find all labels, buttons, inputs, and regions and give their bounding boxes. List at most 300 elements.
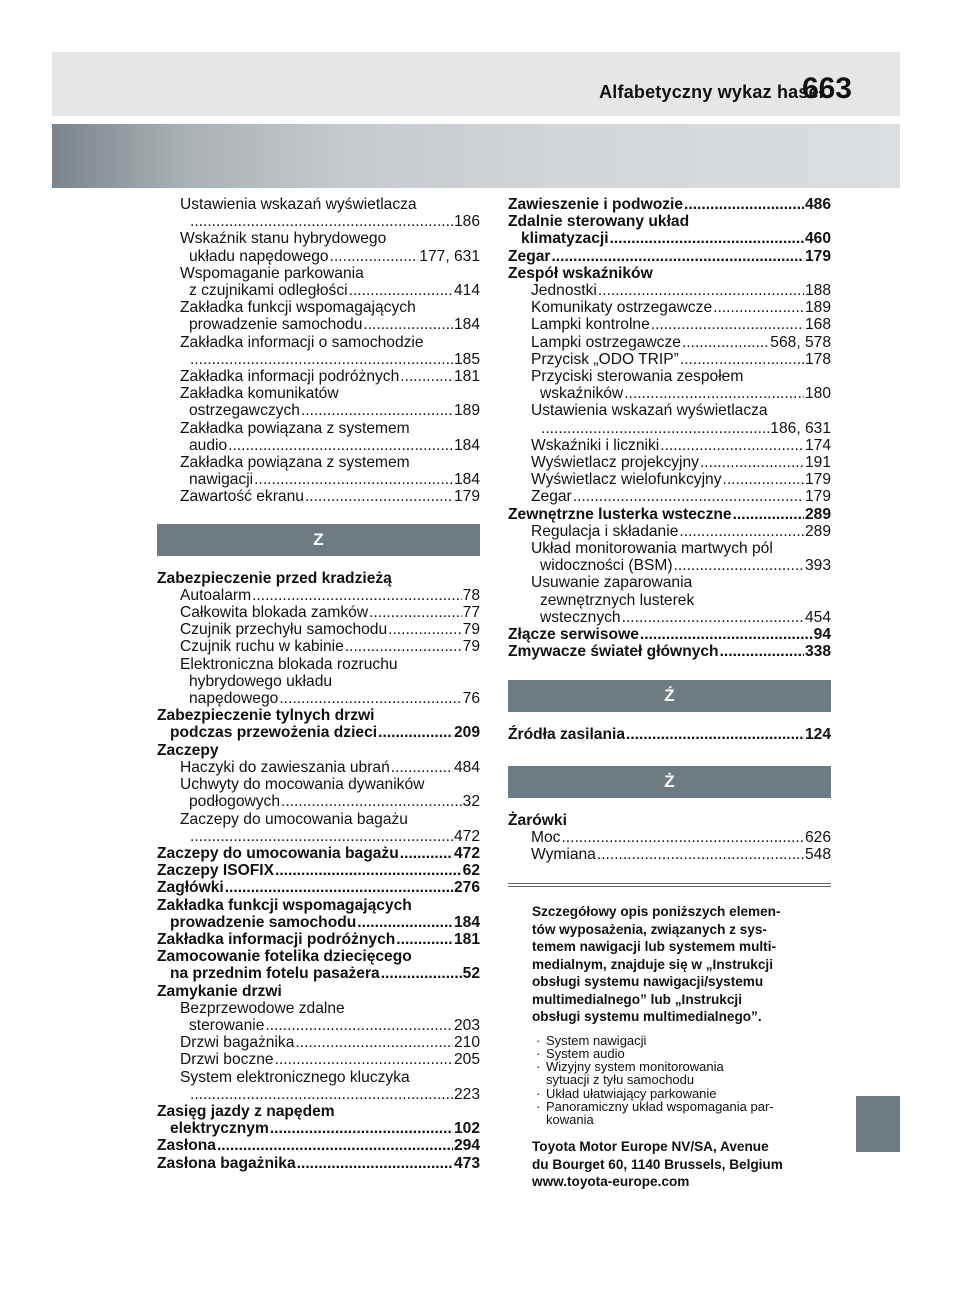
index-entry	[157, 811, 480, 828]
note-bullet-text: kowania	[546, 1112, 594, 1128]
index-entry-text: Zakładka informacji podróżnych	[180, 368, 400, 386]
index-entry-text: Zakładka informacji o samochodzie	[180, 333, 424, 351]
index-entry	[157, 587, 480, 604]
index-leader-dots	[622, 609, 804, 626]
index-entry	[508, 506, 831, 523]
publisher-line: www.toyota-europe.com	[532, 1174, 690, 1190]
index-entry-text: Lampki kontrolne	[531, 316, 650, 334]
index-entry	[157, 437, 480, 454]
index-entry-text: Drzwi boczne	[180, 1051, 274, 1069]
index-entry-text: Żarówki	[508, 811, 567, 829]
index-entry	[508, 726, 831, 743]
index-leader-dots	[388, 621, 461, 638]
index-entry	[157, 488, 480, 505]
index-leader-dots	[720, 643, 804, 660]
index-leader-dots	[252, 587, 462, 604]
index-entry-text: Zegar	[508, 247, 551, 265]
index-entry-page: 186	[453, 213, 480, 231]
index-entry-text: podczas przewożenia dzieci	[170, 724, 378, 742]
index-entry-text: Wspomaganie parkowania	[180, 264, 364, 282]
index-entry-text: Zawartość ekranu	[180, 488, 304, 506]
index-entry-text: Zasłona	[157, 1137, 216, 1155]
index-entry	[508, 812, 831, 829]
index-entry-text: Zegar	[531, 488, 572, 506]
index-entry-page: 179	[804, 247, 831, 265]
bullet-icon: ·	[536, 1098, 541, 1114]
index-leader-dots	[381, 965, 462, 982]
index-entry	[157, 248, 480, 265]
index-entry-text: ostrzegawczych	[189, 402, 300, 420]
index-leader-dots	[270, 1120, 453, 1137]
index-entry-page: 181	[453, 368, 480, 386]
index-leader-dots	[190, 1086, 453, 1103]
index-entry-text: Zaczepy	[157, 741, 219, 759]
index-entry	[157, 368, 480, 385]
index-entry-text: Zaczepy ISOFIX	[157, 862, 274, 880]
index-entry	[157, 690, 480, 707]
index-entry	[157, 1137, 480, 1154]
index-entry-text: Zawieszenie i podwozie	[508, 196, 684, 213]
index-leader-dots	[378, 724, 453, 741]
note-line: tów wyposażenia, związanych z sys-	[532, 921, 767, 937]
index-entry	[157, 265, 480, 282]
index-entry-text: na przednim fotelu pasażera	[170, 965, 380, 983]
note-divider	[508, 883, 831, 887]
index-entry-page: 189	[804, 299, 831, 317]
index-entry-page: 76	[462, 690, 480, 708]
index-leader-dots	[369, 604, 462, 621]
index-leader-dots	[700, 454, 804, 471]
index-leader-dots	[561, 829, 804, 846]
note-bullet-item	[536, 1100, 831, 1126]
index-leader-dots	[679, 523, 804, 540]
index-column-left	[157, 196, 480, 1172]
note-line: obsługi systemu multimedialnego”.	[532, 1009, 762, 1025]
index-leader-dots	[680, 351, 804, 368]
index-entry-text: Układ monitorowania martwych pól	[531, 540, 773, 558]
index-entry	[157, 638, 480, 655]
index-entry-page: 168	[804, 316, 831, 334]
index-entry	[508, 248, 831, 265]
index-entry	[157, 931, 480, 948]
index-entry	[157, 1155, 480, 1172]
index-entry-text: Zabezpieczenie przed kradzieżą	[157, 569, 392, 587]
index-entry	[508, 437, 831, 454]
index-leader-dots	[190, 213, 453, 230]
note-line: medialnym, znajduje się w „Instrukcji	[532, 956, 773, 972]
index-leader-dots	[330, 248, 419, 265]
index-entry-text: Jednostki	[531, 282, 597, 300]
index-leader-dots	[551, 248, 804, 265]
index-entry-text: Zaczepy do umocowania bagażu	[180, 810, 408, 828]
publisher-info	[508, 1138, 831, 1191]
index-entry	[157, 845, 480, 862]
section-header-z-acute: Ź	[508, 680, 831, 712]
index-leader-dots	[363, 316, 453, 333]
index-entry	[508, 196, 831, 213]
note-paragraph	[508, 903, 831, 1026]
index-entry	[157, 604, 480, 621]
index-entry-page: 179	[453, 488, 480, 506]
index-entry-page: 203	[453, 1016, 480, 1034]
index-entry-text: Zakładka funkcji wspomagających	[180, 299, 416, 317]
index-entry-text: Drzwi bagażnika	[180, 1034, 295, 1052]
publisher-line: Toyota Motor Europe NV/SA, Avenue	[532, 1139, 769, 1155]
index-entry	[508, 557, 831, 574]
index-entry	[508, 420, 831, 437]
index-entry-text: Wyświetlacz wielofunkcyjny	[531, 471, 722, 489]
index-entry	[157, 351, 480, 368]
index-entry	[157, 1103, 480, 1120]
index-entry-text: Wyświetlacz projekcyjny	[531, 454, 699, 472]
index-entry	[508, 316, 831, 333]
index-entry-page: 276	[453, 879, 480, 897]
index-entry	[157, 385, 480, 402]
index-entry-page: 454	[804, 608, 831, 626]
index-leader-dots	[345, 638, 462, 655]
index-entry-page: 210	[453, 1034, 480, 1052]
note-bullet-list	[508, 1034, 831, 1126]
index-entry	[157, 316, 480, 333]
index-entry-text: Całkowita blokada zamków	[180, 604, 369, 622]
index-leader-dots	[733, 506, 804, 523]
index-entry-page: 484	[453, 758, 480, 776]
page-number: 663	[801, 72, 852, 105]
index-entry	[157, 983, 480, 1000]
index-list	[508, 196, 831, 660]
index-entry	[508, 385, 831, 402]
index-entry-text: Zakładka powiązana z systemem	[180, 419, 410, 437]
index-entry	[508, 643, 831, 660]
index-entry-text: Wymiana	[531, 846, 596, 864]
index-entry-page: 185	[453, 350, 480, 368]
index-entry	[157, 724, 480, 741]
index-entry-text: prowadzenie samochodu	[170, 913, 357, 931]
index-entry-text: widoczności (BSM)	[540, 557, 673, 575]
index-entry	[157, 196, 480, 213]
index-entry-page: 209	[453, 724, 480, 742]
note-bullet-text: System nawigacji	[546, 1032, 647, 1048]
index-entry-page: 79	[462, 638, 480, 656]
index-entry-text: Zamykanie drzwi	[157, 982, 282, 1000]
index-leader-dots	[624, 385, 804, 402]
index-entry	[157, 914, 480, 931]
index-entry-page: 32	[462, 793, 480, 811]
index-leader-dots	[626, 726, 804, 743]
index-entry-page: 472	[453, 844, 480, 862]
index-leader-dots	[281, 793, 462, 810]
index-entry-text: Zamocowanie fotelika dziecięcego	[157, 948, 412, 966]
index-entry	[157, 230, 480, 247]
section-header-z: Z	[157, 524, 480, 556]
note-line: Szczegółowy opis poniższych elemen-	[532, 904, 781, 920]
bullet-icon: ·	[536, 1046, 541, 1061]
index-entry	[508, 402, 831, 419]
section-side-tab	[856, 1096, 900, 1152]
index-entry-page: 181	[453, 930, 480, 948]
index-entry-text: z czujnikami odległości	[189, 282, 348, 300]
index-entry	[157, 471, 480, 488]
index-entry	[508, 282, 831, 299]
index-column-right	[508, 196, 831, 1191]
index-entry-text: Ustawienia wskazań wyświetlacza	[180, 196, 417, 213]
index-leader-dots	[660, 437, 804, 454]
index-entry-text: Komunikaty ostrzegawcze	[531, 299, 713, 317]
index-entry-text: prowadzenie samochodu	[189, 316, 363, 334]
index-leader-dots	[297, 1155, 453, 1172]
index-entry-text: Zespół wskaźników	[508, 264, 653, 282]
index-leader-dots	[684, 196, 804, 213]
index-entry-page: 179	[804, 488, 831, 506]
index-entry-text: sterowanie	[189, 1016, 265, 1034]
index-entry	[508, 574, 831, 591]
index-entry-page: 180	[804, 385, 831, 403]
index-entry-text: Haczyki do zawieszania ubrań	[180, 758, 390, 776]
index-leader-dots	[640, 626, 813, 643]
index-leader-dots	[190, 351, 453, 368]
index-entry	[508, 540, 831, 557]
note-bullet-item	[536, 1087, 831, 1100]
index-leader-dots	[279, 690, 461, 707]
index-leader-dots	[674, 557, 804, 574]
bullet-icon: ·	[536, 1032, 541, 1048]
index-entry-text: Lampki ostrzegawcze	[531, 333, 681, 351]
index-entry	[157, 879, 480, 896]
index-entry	[157, 862, 480, 879]
index-entry-page: 184	[453, 316, 480, 334]
index-entry-text: napędowego	[189, 690, 279, 708]
index-leader-dots	[400, 368, 453, 385]
index-entry	[508, 265, 831, 282]
index-entry-text: Zakładka powiązana z systemem	[180, 454, 410, 472]
index-entry-text: Zdalnie sterowany układ	[508, 213, 690, 231]
index-leader-dots	[301, 402, 453, 419]
index-entry	[508, 334, 831, 351]
index-entry	[157, 828, 480, 845]
index-entry	[157, 759, 480, 776]
index-leader-dots	[598, 282, 804, 299]
header-banner	[52, 124, 900, 188]
index-entry-page: 486	[804, 196, 831, 213]
index-entry	[508, 626, 831, 643]
index-leader-dots	[391, 759, 453, 776]
index-entry	[508, 488, 831, 505]
index-entry-text: układu napędowego	[189, 247, 329, 265]
index-leader-dots	[597, 846, 804, 863]
bullet-icon: ·	[536, 1059, 541, 1075]
index-entry	[157, 454, 480, 471]
index-entry-page: 184	[453, 913, 480, 931]
index-entry-text: Zaczepy do umocowania bagażu	[157, 844, 399, 862]
index-leader-dots	[541, 420, 769, 437]
index-entry-text: Usuwanie zaparowania	[531, 574, 693, 592]
index-entry-text: Regulacja i składanie	[531, 522, 679, 540]
index-leader-dots	[723, 471, 804, 488]
index-list	[157, 570, 480, 1172]
index-entry-text: Zagłówki	[157, 879, 224, 897]
index-entry-page: 178	[804, 350, 831, 368]
index-entry	[157, 282, 480, 299]
index-entry-page: 94	[813, 626, 831, 644]
index-entry	[157, 402, 480, 419]
index-entry-page: 414	[453, 282, 480, 300]
publisher-line: du Bourget 60, 1140 Brussels, Belgium	[532, 1156, 783, 1172]
index-entry	[157, 673, 480, 690]
index-leader-dots	[682, 334, 769, 351]
index-entry-page: 568, 578	[770, 333, 831, 351]
index-entry	[508, 471, 831, 488]
index-entry-page: 548	[804, 846, 831, 864]
index-entry-text: nawigacji	[189, 471, 254, 489]
index-entry-text: audio	[189, 436, 228, 454]
index-entry-page: 52	[462, 965, 480, 983]
index-entry-text: Zakładka komunikatów	[180, 385, 339, 403]
index-leader-dots	[349, 282, 453, 299]
index-entry-text: Zewnętrzne lusterka wsteczne	[508, 505, 732, 523]
index-entry-page: 174	[804, 436, 831, 454]
index-leader-dots	[225, 879, 453, 896]
index-entry	[157, 334, 480, 351]
section-header-z-dot: Ż	[508, 766, 831, 798]
index-entry-text: zewnętrznych lusterek	[540, 591, 695, 609]
index-entry-page: 191	[804, 454, 831, 472]
index-leader-dots	[651, 316, 804, 333]
index-entry-page: 460	[804, 230, 831, 248]
index-leader-dots	[217, 1137, 453, 1154]
index-entry-page: 393	[804, 557, 831, 575]
index-entry	[157, 1069, 480, 1086]
index-entry-text: Zasięg jazdy z napędem	[157, 1102, 335, 1120]
index-entry-page: 189	[453, 402, 480, 420]
index-entry-page: 78	[462, 586, 480, 604]
index-entry	[157, 742, 480, 759]
index-entry-page: 338	[804, 643, 831, 661]
index-leader-dots	[275, 862, 462, 879]
note-bullet-text: System audio	[546, 1046, 625, 1061]
index-entry-text: klimatyzacji	[521, 230, 609, 248]
index-entry-text: Zabezpieczenie tylnych drzwi	[157, 707, 375, 725]
index-leader-dots	[400, 845, 453, 862]
index-entry-text: Zakładka informacji podróżnych	[157, 930, 396, 948]
index-entry	[157, 1086, 480, 1103]
index-leader-dots	[295, 1034, 453, 1051]
index-entry-text: Bezprzewodowe zdalne	[180, 999, 345, 1017]
index-entry	[157, 656, 480, 673]
index-entry	[508, 846, 831, 863]
index-entry-page: 184	[453, 471, 480, 489]
index-entry	[157, 299, 480, 316]
index-entry-page: 79	[462, 621, 480, 639]
index-entry-text: Źródła zasilania	[508, 726, 625, 744]
index-entry	[508, 351, 831, 368]
index-leader-dots	[275, 1051, 453, 1068]
index-entry-text: Uchwyty do mocowania dywaników	[180, 776, 425, 794]
index-entry	[157, 793, 480, 810]
index-entry-text: Ustawienia wskazań wyświetlacza	[531, 402, 768, 420]
index-leader-dots	[305, 488, 453, 505]
index-entry	[508, 230, 831, 247]
index-leader-dots	[265, 1017, 453, 1034]
index-entry-page: 77	[462, 604, 480, 622]
index-entry-page: 626	[804, 828, 831, 846]
index-entry	[508, 454, 831, 471]
index-entry	[157, 213, 480, 230]
note-bullet-text: Układ ułatwiający parkowanie	[546, 1085, 717, 1101]
note-bullet-text: Panoramiczny układ wspomagania par-	[546, 1098, 774, 1114]
index-entry	[157, 420, 480, 437]
index-entry-page: 102	[453, 1120, 480, 1138]
index-entry-text: podłogowych	[189, 793, 281, 811]
index-entry-page: 124	[804, 726, 831, 744]
index-entry	[508, 299, 831, 316]
index-entry-text: Elektroniczna blokada rozruchu	[180, 655, 398, 673]
index-entry-text: hybrydowego układu	[189, 672, 333, 690]
index-entry-page: 186, 631	[770, 419, 831, 437]
index-entry	[157, 776, 480, 793]
note-line: obsługi systemu nawigacji/systemu	[532, 974, 764, 990]
index-list	[508, 726, 831, 743]
index-entry-page: 177, 631	[419, 247, 480, 265]
index-entry	[157, 707, 480, 724]
index-entry-text: Zmywacze świateł głównych	[508, 643, 719, 661]
index-entry	[157, 965, 480, 982]
index-entry	[157, 1051, 480, 1068]
note-line: multimedialnego” lub „Instrukcji	[532, 991, 742, 1007]
index-entry-page: 289	[804, 505, 831, 523]
bullet-icon: ·	[536, 1085, 541, 1101]
index-leader-dots	[228, 437, 453, 454]
index-leader-dots	[190, 828, 453, 845]
index-entry	[508, 523, 831, 540]
index-entry-text: elektrycznym	[170, 1120, 269, 1138]
index-entry-text: Wskaźnik stanu hybrydowego	[180, 230, 387, 248]
index-entry-page: 294	[453, 1137, 480, 1155]
index-entry-text: Moc	[531, 828, 561, 846]
index-entry-text: Czujnik przechyłu samochodu	[180, 621, 388, 639]
index-entry-text: Zasłona bagażnika	[157, 1154, 296, 1172]
index-entry-page: 473	[453, 1154, 480, 1172]
index-leader-dots	[357, 914, 453, 931]
index-entry	[508, 609, 831, 626]
index-entry-text: wskaźników	[540, 385, 624, 403]
index-entry	[157, 948, 480, 965]
index-entry-text: Wskaźniki i liczniki	[531, 436, 660, 454]
index-entry-page: 472	[453, 827, 480, 845]
index-entry-page: 205	[453, 1051, 480, 1069]
index-entry-text: System elektronicznego kluczyka	[180, 1068, 410, 1086]
index-entry-text: wstecznych	[540, 608, 621, 626]
index-entry-page: 223	[453, 1085, 480, 1103]
index-entry	[157, 621, 480, 638]
index-entry-text: Autoalarm	[180, 586, 252, 604]
index-entry-text: Czujnik ruchu w kabinie	[180, 638, 344, 656]
index-entry	[157, 1017, 480, 1034]
index-entry-text: Przycisk „ODO TRIP”	[531, 350, 679, 368]
index-entry	[508, 592, 831, 609]
index-entry	[157, 1000, 480, 1017]
page-title: Alfabetyczny wykaz haseł	[599, 82, 824, 102]
index-entry	[157, 1120, 480, 1137]
note-bullet-text: Wizyjny system monitorowania	[546, 1059, 724, 1075]
index-entry-page: 62	[462, 862, 480, 880]
index-leader-dots	[610, 230, 804, 247]
index-entry-text: Zakładka funkcji wspomagających	[157, 896, 412, 914]
index-entry-page: 179	[804, 471, 831, 489]
index-entry-text: Złącze serwisowe	[508, 626, 639, 644]
index-entry-page: 289	[804, 522, 831, 540]
index-list	[508, 812, 831, 864]
index-entry	[157, 1034, 480, 1051]
